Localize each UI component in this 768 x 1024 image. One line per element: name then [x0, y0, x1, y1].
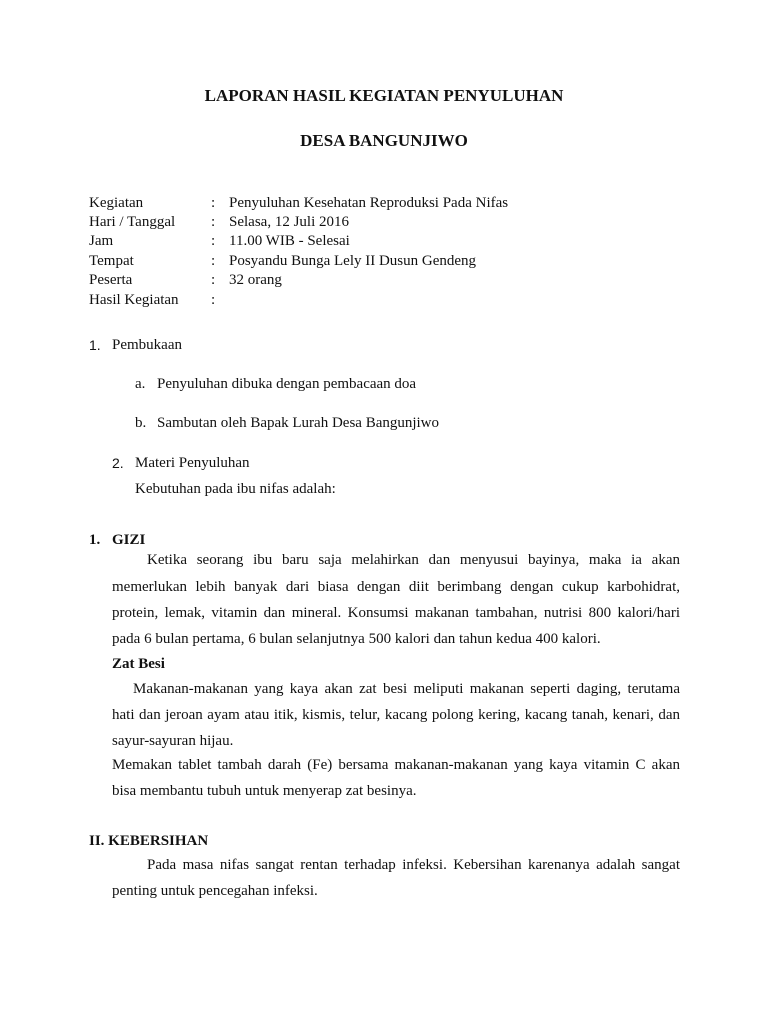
paragraph-line: pada 6 bulan pertama, 6 bulan selanjutnya 500 kalori dan tahun kedua 400 kalori. — [112, 631, 601, 647]
outline-subitem-b: Sambutan oleh Bapak Lurah Desa Bangunjiwo — [157, 415, 440, 431]
paragraph-line: Memakan tablet tambah darah (Fe) bersama makanan-makanan yang kaya vitamin C akan — [112, 757, 680, 773]
info-value: Selasa, 12 Juli 2016 — [229, 214, 349, 230]
paragraph-line: Ketika seorang ibu baru saja melahirkan dan menyusui bayinya, maka ia akan — [147, 552, 680, 568]
paragraph-line: penting untuk pencegahan infeksi. — [112, 883, 318, 899]
section-heading-gizi: GIZI — [112, 532, 146, 548]
info-value: 32 orang — [229, 272, 282, 288]
list-number: 2. — [112, 455, 124, 471]
report-title: LAPORAN HASIL KEGIATAN PENYULUHAN — [204, 86, 564, 105]
info-label: Hasil Kegiatan — [89, 292, 179, 308]
info-colon: : — [211, 272, 216, 288]
info-colon: : — [211, 195, 216, 211]
paragraph-line: Makanan-makanan yang kaya akan zat besi meliputi makanan seperti daging, terutama — [133, 681, 680, 697]
info-value: Posyandu Bunga Lely II Dusun Gendeng — [229, 253, 477, 269]
report-subtitle: DESA BANGUNJIWO — [300, 131, 468, 150]
outline-item-materi: Materi Penyuluhan — [135, 455, 250, 471]
info-colon: : — [211, 214, 216, 230]
section-number: 1. — [89, 532, 101, 548]
outline-intro: Kebutuhan pada ibu nifas adalah: — [135, 481, 336, 497]
paragraph-line: sayur-sayuran hijau. — [112, 733, 234, 749]
info-colon: : — [211, 292, 216, 308]
info-row-kegiatan — [89, 195, 143, 212]
subheading-zat-besi: Zat Besi — [112, 656, 165, 672]
list-number: 1. — [89, 337, 101, 353]
list-marker: b. — [135, 415, 147, 431]
paragraph-line: protein, lemak, vitamin dan mineral. Konsumsi makanan tambahan, nutrisi 800 kalori/hari — [112, 605, 680, 621]
info-colon: : — [211, 253, 216, 269]
info-label: Kegiatan — [89, 195, 144, 211]
info-label: Tempat — [89, 253, 134, 269]
info-label: Peserta — [89, 272, 133, 288]
paragraph-line: bisa membantu tubuh untuk menyerap zat besinya. — [112, 783, 417, 799]
paragraph-line: memerlukan lebih banyak dari biasa dengan diit berimbang dengan cukup karbohidrat, — [112, 579, 680, 595]
outline-item-pembukaan: Pembukaan — [112, 337, 182, 353]
info-value: 11.00 WIB - Selesai — [229, 233, 350, 249]
outline-subitem-a: Penyuluhan dibuka dengan pembacaan doa — [157, 376, 417, 392]
list-marker: a. — [135, 376, 146, 392]
info-colon: : — [211, 233, 216, 249]
info-value: Penyuluhan Kesehatan Reproduksi Pada Nifas — [229, 195, 509, 211]
paragraph-line: Pada masa nifas sangat rentan terhadap infeksi. Kebersihan karenanya adalah sangat — [147, 857, 680, 873]
info-label: Hari / Tanggal — [89, 214, 176, 230]
paragraph-line: hati dan jeroan ayam atau itik, kismis, telur, kacang polong kering, kacang tanah, kenari, dan — [112, 707, 680, 723]
section-heading-kebersihan: II. KEBERSIHAN — [89, 833, 209, 849]
info-label: Jam — [89, 233, 114, 249]
